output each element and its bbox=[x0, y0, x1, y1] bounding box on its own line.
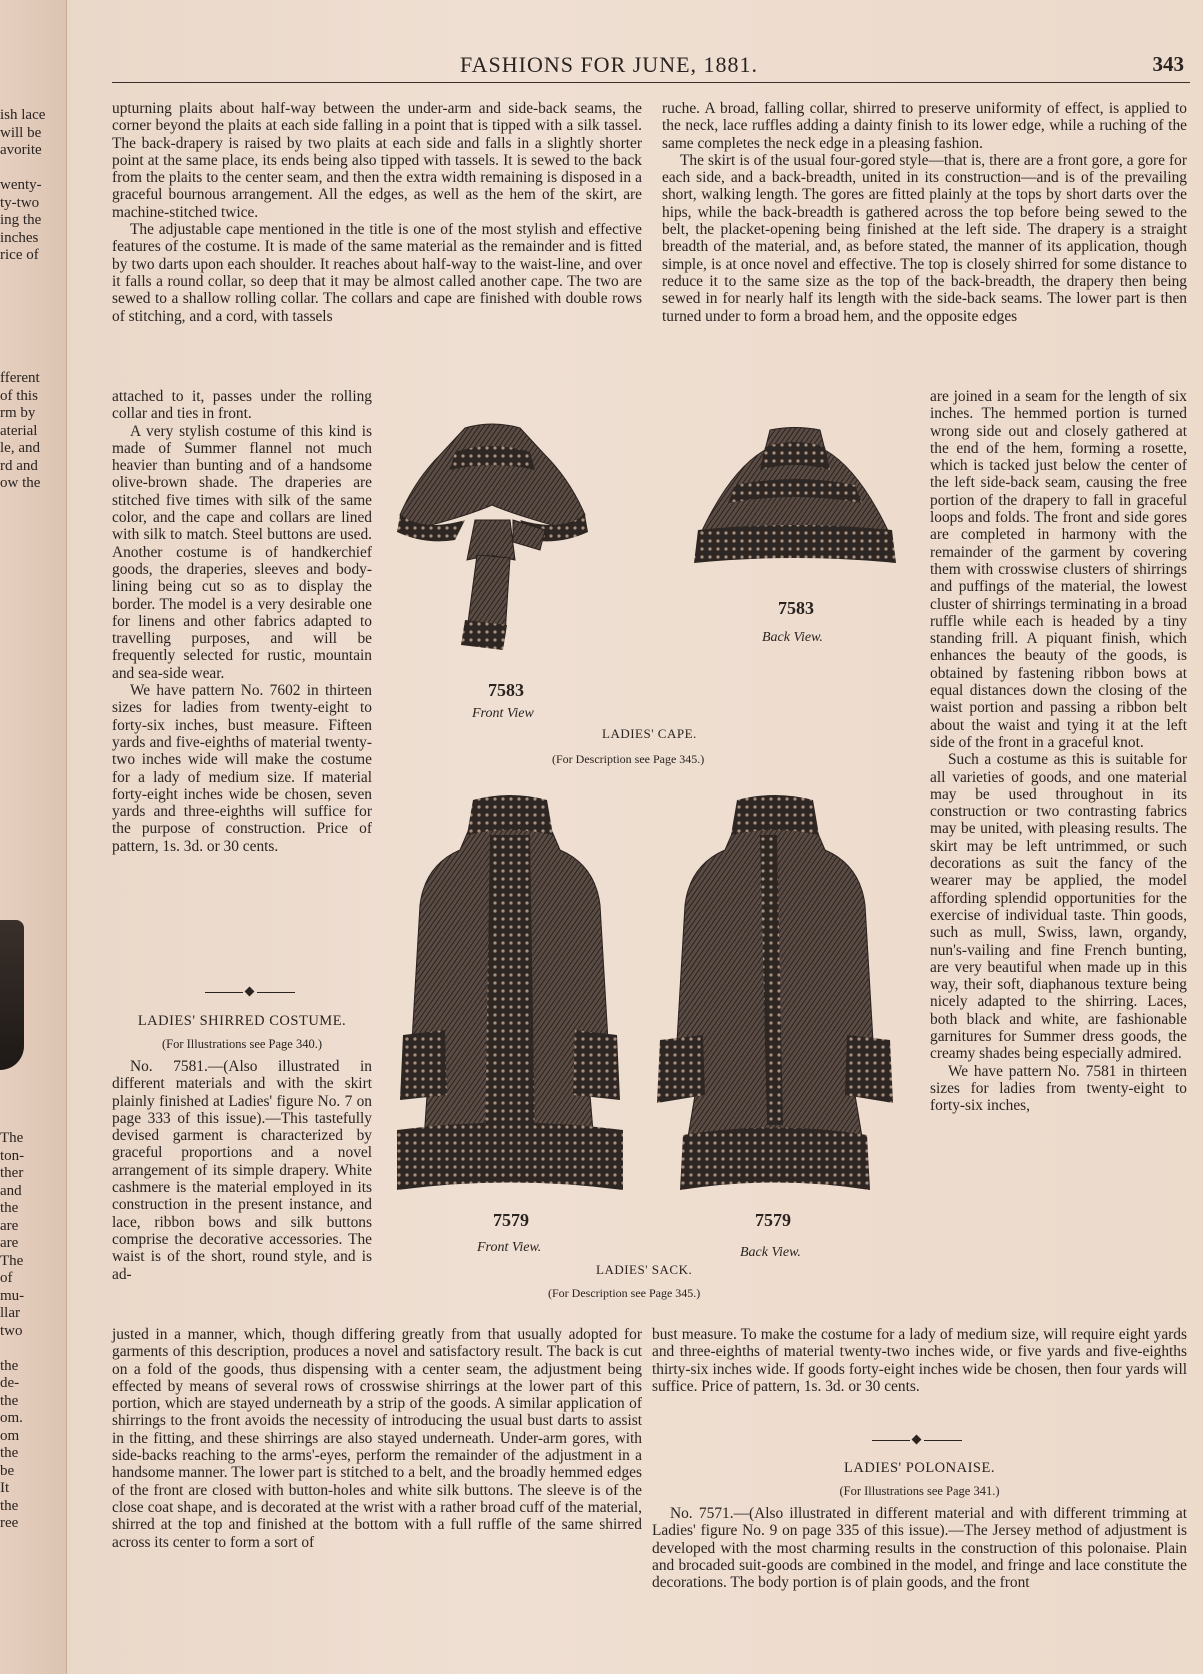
right-column-top bbox=[662, 100, 1187, 325]
previous-page-text-fragment: om bbox=[0, 1427, 20, 1444]
paragraph: The skirt is of the usual four-gored style—that is, there are a front gore, a gore for each side, and a back-breadth, united in its construction—and is of the prevailing short, walking length. The gores are fitted plainly at the tops by short darts over the hips, while the back-breadth is gathered across the top before being sewed to the belt, the placket-opening being finished at the left side. The drapery is a straight breadth of the material, and, as before stated, the manner of its application, though simple, is at once novel and effective. The top is closely shirred for some distance to reduce it to the same size as the top of the back-breadth, the drapery then being sewed in for nearly half its length with the side-back seams. The lower part is then turned under to form a broad hem, and the opposite edges bbox=[662, 151, 1187, 325]
previous-page-text-fragment: of this bbox=[0, 387, 38, 404]
previous-page-text-fragment: llar bbox=[0, 1305, 20, 1321]
previous-page-text-fragment: rd and bbox=[0, 457, 38, 474]
page-number: 343 bbox=[1152, 52, 1184, 76]
previous-page-text-fragment: The bbox=[0, 1130, 24, 1146]
paragraph: attached to it, passes under the rolling collar and ties in front. bbox=[112, 388, 372, 423]
paragraph: justed in a manner, which, though differing greatly from that usually adopted for garments of this description, produces a novel and satisfactory result. The back is cut on a fold of the goods, thus dispensing with a center seam, the adjustment being effected by means of several rows of crosswise shirrings at the lower part of this portion, which are stayed underneath by a strip of the goods. A similar application of shirrings to the front avoids the necessity of introducing the usual bust darts to assist in the fitting, and these shirrings are also stayed underneath. Under-arm gores, with side-backs reaching to the arms'-eyes, perform the remainder of the adjustment in a handsome manner. The lower part is stitched to a belt, and the broadly hemmed edges of the front are closed with button-holes and white silk buttons. The sleeve is of the close coat shape, and is decorated at the wrist with a rather broad cuff of the material, shirred at the top and finished at the bottom with a full ruffle of the same shirred across its center to form a sort of bbox=[112, 1326, 642, 1551]
previous-page-text-fragment: rice of bbox=[0, 247, 39, 263]
previous-page-text-fragment: of bbox=[0, 1270, 13, 1286]
paragraph: bust measure. To make the costume for a lady of medium size, will require eight yards and three-eighths of material twenty-two inches wide, or five yards and five-eighths thirty-six inches wide. If goods forty-eight inches wide be chosen, then four yards will suffice. Price of pattern, 1s. 3d. or 30 cents. bbox=[652, 1326, 1187, 1395]
paragraph: We have pattern No. 7602 in thirteen sizes for ladies from twenty-eight to forty-six inches, bust measure. Fifteen yards and five-eighths of material twenty-two inches wide will make the costume for a lady of medium size. If material forty-eight inches wide be chosen, seven yards and three-eighths will suffice for the purpose of construction. Price of pattern, 1s. 3d. or 30 cents. bbox=[112, 682, 372, 855]
previous-page-text-fragment: le, and bbox=[0, 440, 40, 456]
previous-page-text-fragment: the bbox=[0, 1445, 19, 1461]
sack-back-illustration bbox=[655, 795, 895, 1205]
paragraph: The adjustable cape mentioned in the title is one of the most stylish and effective features of the costume. It is made of the same material as the remainder and is fitted by two darts upon each shoulder. It reaches about half-way to the waist-line, and over it falls a round collar, so deep that it may be almost called another cape. The two are sewed to a shallow rolling collar. The collars and cape are finished with double rows of stitching, and a cord, with tassels bbox=[112, 221, 642, 325]
cape-back-number: 7583 bbox=[778, 598, 814, 618]
cape-back-view-label: Back View. bbox=[762, 630, 823, 645]
sack-caption: LADIES' SACK. bbox=[596, 1262, 693, 1277]
cape-back-illustration bbox=[690, 425, 900, 595]
left-column-bottom bbox=[112, 1326, 642, 1551]
previous-page-text-fragment: wenty- bbox=[0, 177, 42, 193]
previous-page-text-fragment: ther bbox=[0, 1165, 24, 1181]
previous-page-text-fragment: aterial bbox=[0, 422, 38, 439]
section-subtitle: (For Illustrations see Page 341.) bbox=[839, 1484, 1000, 1498]
paragraph: We have pattern No. 7581 in thirteen sizes for ladies from twenty-eight to forty-six inches, bbox=[930, 1062, 1187, 1115]
previous-page-text-fragment: two bbox=[0, 1322, 23, 1339]
paragraph: ruche. A broad, falling collar, shirred to preserve uniformity of effect, is applied to the neck, lace ruffles adding a dainty finish to its lower edge, while a ruching of the same completes the neck edge in a pleasing fashion. bbox=[662, 100, 1187, 152]
sack-caption-sub: (For Description see Page 345.) bbox=[548, 1286, 701, 1300]
previous-page-text-fragment: ow the bbox=[0, 475, 41, 491]
section-divider bbox=[205, 987, 295, 999]
previous-page-text-fragment: the bbox=[0, 1392, 19, 1409]
left-column-top bbox=[112, 100, 642, 325]
left-column-section bbox=[112, 1058, 372, 1283]
page-header bbox=[112, 50, 1190, 83]
section-divider bbox=[872, 1435, 962, 1447]
sack-back-view-label: Back View. bbox=[740, 1245, 801, 1260]
previous-page-illustration-fragment bbox=[0, 920, 24, 1070]
previous-page-text-fragment: the bbox=[0, 1200, 19, 1216]
previous-page-text-fragment: the bbox=[0, 1357, 19, 1374]
section-title-polonaise: LADIES' POLONAISE. bbox=[844, 1460, 995, 1476]
section-title-shirred-costume: LADIES' SHIRRED COSTUME. bbox=[137, 1013, 347, 1029]
previous-page-text-fragment: fferent bbox=[0, 370, 40, 386]
right-column-section bbox=[652, 1505, 1187, 1591]
previous-page-text-fragment: mu- bbox=[0, 1287, 25, 1304]
paragraph: are joined in a seam for the length of six inches. The hemmed portion is turned wrong side out and closely gathered at the end of the hem, forming a rosette, which is tacked just below the center of the left side-back seam, causing the free portion of the drapery to fall in graceful loops and folds. The front and side gores are completed in harmony with the remainder of the garment by covering them with crosswise clusters of shirrings and puffings of the material, the lowest cluster of shirrings terminating in a broad ruffle while each is headed by a tiny standing frill. A piquant finish, which enhances the beauty of the goods, is obtained by fastening ribbon bows at equal distances down the closing of the waist portion and passing a ribbon belt about the waist and tying it at the left side of the front in a graceful knot. bbox=[930, 388, 1187, 751]
previous-page-text-fragment: ish lace bbox=[0, 107, 46, 123]
right-column-narrow bbox=[930, 388, 1187, 1114]
previous-page-text-fragment: the bbox=[0, 1497, 19, 1514]
cape-front-illustration bbox=[395, 420, 590, 685]
section-subtitle: (For Illustrations see Page 340.) bbox=[161, 1037, 323, 1051]
previous-page-text-fragment: and bbox=[0, 1182, 22, 1199]
previous-page-text-fragment: are bbox=[0, 1217, 19, 1234]
previous-page-text-fragment: ree bbox=[0, 1515, 19, 1531]
paragraph: No. 7581.—(Also illustrated in different materials and with the skirt plainly finished at Ladies' figure No. 7 on page 333 of this issue).—This tastefully devised garment is characterized by graceful proportions and a novel arrangement of its simple drapery. White cashmere is the material employed in its construction in the present instance, and lace, ribbon bows and silk buttons comprise the decorative accessories. The waist is of the short, round style, and is ad- bbox=[112, 1058, 372, 1283]
previous-page-text-fragment: ty-two bbox=[0, 194, 40, 211]
previous-page-text-fragment: will be bbox=[0, 124, 42, 141]
paragraph: No. 7571.—(Also illustrated in different material and with different trimming at Ladies' figure No. 9 on page 335 of this issue).—The Jersey method of adjustment is developed with the most charming results in the construction of this polonaise. Plain and brocaded suit-goods are combined in the model, and fringe and lace constitute the decorations. The body portion is of plain goods, and the front bbox=[652, 1505, 1187, 1592]
cape-front-number: 7583 bbox=[488, 680, 524, 700]
sack-front-number: 7579 bbox=[493, 1210, 529, 1230]
paragraph: A very stylish costume of this kind is made of Summer flannel not much heavier than bunting and of a handsome olive-brown shade. The draperies are stitched five times with silk of the same color, and the cape and collars are lined with silk to match. Steel buttons are used. Another costume is of handkerchief goods, the draperies, sleeves and body-lining being cut so as to display the border. The model is a very desirable one for linens and other fabrics adapted to travelling purposes, and will be frequently selected for rustic, mountain and sea-side wear. bbox=[112, 422, 372, 682]
previous-page-text-fragment: be bbox=[0, 1462, 15, 1479]
right-column-bottom bbox=[652, 1326, 1187, 1395]
previous-page-text-fragment: rm by bbox=[0, 405, 36, 421]
previous-page-text-fragment: It bbox=[0, 1480, 10, 1496]
paragraph: Such a costume as this is suitable for all varieties of goods, and one material may be used throughout in its construction or two contrasting fabrics may be united, with pleasing results. The skirt may be left untrimmed, or such decorations as suit the fancy of the wearer may be applied, the model affording splendid opportunities for the exercise of individual taste. Thin goods, such as mull, Swiss, lawn, organdy, nun's-vailing and fine French bunting, are very beautiful when made up in this way, their soft, diaphanous texture being nicely adapted to the shirring. Laces, both black and white, are fashionable garnitures for Summer dress goods, the creamy shades being especially admired. bbox=[930, 751, 1187, 1063]
sack-front-illustration bbox=[395, 795, 625, 1205]
previous-page-text-fragment: inches bbox=[0, 229, 39, 246]
running-title: FASHIONS FOR JUNE, 1881. bbox=[460, 52, 759, 77]
previous-page-text-fragment: de- bbox=[0, 1375, 20, 1391]
sack-front-view-label: Front View. bbox=[477, 1240, 542, 1255]
cape-caption-sub: (For Description see Page 345.) bbox=[552, 752, 705, 766]
left-column-narrow bbox=[112, 388, 372, 855]
cape-front-view-label: Front View bbox=[472, 706, 534, 721]
previous-page-text-fragment: The bbox=[0, 1252, 24, 1269]
previous-page-edge bbox=[0, 0, 67, 1674]
previous-page-text-fragment: ton- bbox=[0, 1147, 25, 1164]
paragraph: upturning plaits about half-way between the under-arm and side-back seams, the corner beyond the plaits at each side falling in a point that is tipped with a silk tassel. The back-drapery is raised by two plaits at each side and falls in a slightly shorter point at the same place, its ends being also tipped with tassels. It is sewed to the back from the plaits to the center seam, and then the extra width remaining is disposed in a graceful bournous arrangement. All the edges, as well as the hem of the skirt, are machine-stitched twice. bbox=[112, 100, 642, 221]
cape-caption: LADIES' CAPE. bbox=[602, 726, 697, 741]
previous-page-text-fragment: om. bbox=[0, 1410, 23, 1426]
previous-page-text-fragment: are bbox=[0, 1235, 19, 1251]
previous-page-text-fragment: avorite bbox=[0, 142, 42, 158]
previous-page-text-fragment: ing the bbox=[0, 212, 42, 228]
sack-back-number: 7579 bbox=[755, 1210, 791, 1230]
